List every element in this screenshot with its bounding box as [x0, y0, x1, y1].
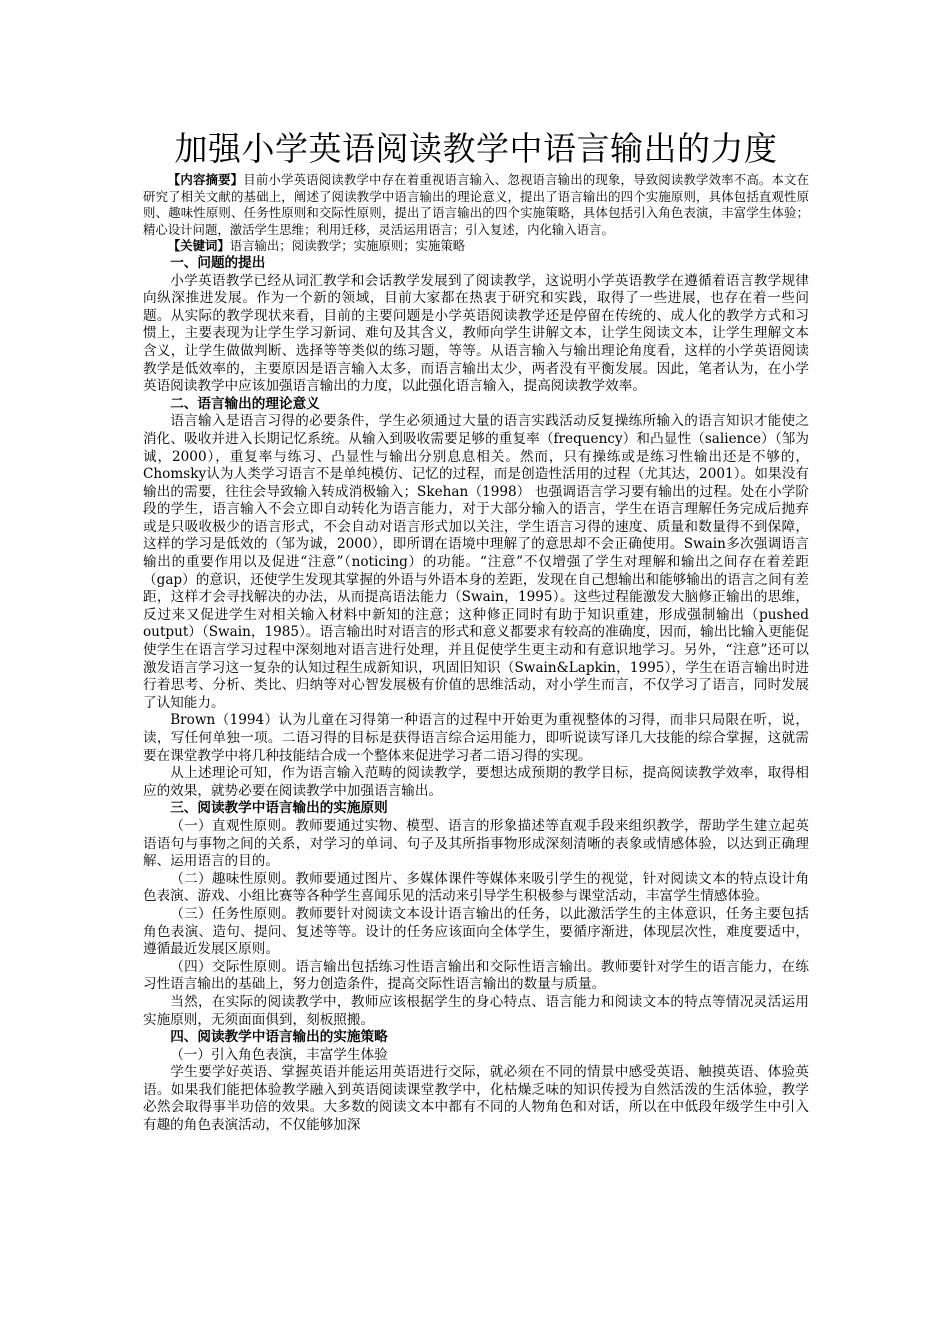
- abstract-block: [143, 172, 809, 255]
- section-4-paragraph-1: 学生要学好英语、掌握英语并能运用英语进行交际，就必须在不同的情景中感受英语、触摸英语、体验英语。如果我们能把体验教学融入到英语阅读课堂教学中，化枯燥乏味的知识传授为自然活泼的生活体验，教学必然会取得事半功倍的效果。大多数的阅读文本中都有不同的人物角色和对话，所以在中低段年级学生中引入有趣的角色表演活动，不仅能够加深: [143, 1064, 809, 1134]
- section-2-paragraph-1: 语言输入是语言习得的必要条件，学生必须通过大量的语言实践活动反复操练所输入的语言知识才能使之消化、吸收并进入长期记忆系统。从输入到吸收需要足够的重复率（frequency）和凸显性（salience）（邹为诚，2000），重复率与练习、凸显性与输出分别息息相关。然而，只有操练或是练习性输出还是不够的，Chomsky认为人类学习语言不是单纯模仿、记忆的过程，而是创造性活用的过程（尤其达，2001）。如果没有输出的需要，往往会导致输入转成消极输入；Skehan（1998） 也强调语言学习要有输出的过程。处在小学阶段的学生，语言输入不会立即自动转化为语言能力，对于大部分输入的语言，学生在语言理解任务完成后抛弃或是只吸收极少的语言形式，不会自动对语言形式加以关注，学生语言习得的速度、质量和数量得不到保障，这样的学习是低效的（邹为诚，2000），即所谓在语境中理解了的意思却不会正确使用。Swain多次强调语言输出的重要作用以及促进“注意”（noticing）的功能。“注意”不仅增强了学生对理解和输出之间存在着差距（gap）的意识，还使学生发现其掌握的外语与外语本身的差距，发现在自己想输出和能够输出的语言之间有差距，这样才会寻找解决的办法，从而提高语法能力（Swain，1995）。这些过程能激发大脑修正输出的思维，反过来又促进学生对相关输入材料中新知的注意；这种修正同时有助于知识重建，形成强制输出（pushed output）（Swain，1985）。语言输出时对语言的形式和意义都要求有较高的准确度，因而，输出比输入更能促使学生在语言学习过程中深刻地对语言进行处理，并且促使学生更主动和有意识地学习。另外，“注意”还可以激发语言学习这一复杂的认知过程生成新知识，巩固旧知识（Swain&Lapkin，1995），学生在语言输出时进行着思考、分析、类比、归纳等对心智发展极有价值的思维活动，对小学生而言，不仅学习了语言，同时发展了认知能力。: [143, 413, 809, 711]
- keywords-text: 语言输出；阅读教学；实施原则；实施策略: [229, 238, 466, 254]
- section-heading-4: 四、阅读教学中语言输出的实施策略: [170, 1029, 388, 1046]
- section-2-paragraph-2: Brown（1994）认为儿童在习得第一种语言的过程中开始更为重视整体的习得，而非只局限在听，说，读，写任何单独一项。二语习得的目标是获得语言综合运用能力，即听说读写译几大技能的综合掌握，这就需要在课堂教学中将几种技能结合成一个整体来促进学习者二语习得的实现。: [143, 712, 809, 764]
- section-3-paragraph-1: （一）直观性原则。教师要通过实物、模型、语言的形象描述等直观手段来组织教学，帮助学生建立起英语语句与事物之间的关系，对学习的单词、句子及其所指事物形成深刻清晰的表象或情感体验，以达到正确理解、运用语言的目的。: [143, 817, 809, 870]
- section-3-paragraph-5: 当然，在实际的阅读教学中，教师应该根据学生的身心特点、语言能力和阅读文本的特点等情况灵活运用实施原则，无须面面俱到，刻板照搬。: [143, 993, 809, 1028]
- section-heading-3: 三、阅读教学中语言输出的实施原则: [170, 800, 388, 817]
- section-3-paragraph-3: （三）任务性原则。教师要针对阅读文本设计语言输出的任务，以此激活学生的主体意识，任务主要包括角色表演、造句、提问、复述等等。设计的任务应该面向全体学生，要循序渐进，体现层次性，难度要适中，遵循最近发展区原则。: [143, 905, 809, 958]
- keywords-label: 【关键词】: [167, 238, 230, 254]
- section-1-paragraph-1: 小学英语教学已经从词汇教学和会话教学发展到了阅读教学，这说明小学英语教学在遵循着语言教学规律向纵深推进发展。作为一个新的领域，目前大家都在热衷于研究和实践，取得了一些进展，也存在着一些问题。从实际的教学现状来看，目前的主要问题是小学英语阅读教学还是停留在传统的、成人化的教学方式和习惯上，主要表现为让学生学习新词、难句及其含义，教师向学生讲解文本，让学生阅读文本，让学生理解文本含义，让学生做做判断、选择等等类似的练习题，等等。从语言输入与输出理论角度看，这样的小学英语阅读教学是低效率的，主要原因是语言输入太多，而语言输出太少，两者没有平衡发展。因此，笔者认为，在小学英语阅读教学中应该加强语言输出的力度，以此强化语言输入，提高阅读教学效率。: [143, 272, 809, 395]
- abstract-text: 目前小学英语阅读教学中存在着重视语言输入、忽视语言输出的现象，导致阅读教学效率不高。本文在研究了相关文献的基础上，阐述了阅读教学中语言输出的理论意义，提出了语言输出的四个实施原则，具体包括直观性原则、趣味性原则、任务性原则和交际性原则，提出了语言输出的四个实施策略，具体包括引入角色表演，丰富学生体验；精心设计问题，激活学生思维；利用迁移，灵活运用语言；引入复述，内化输入语言。: [143, 172, 810, 237]
- section-2-paragraph-3: 从上述理论可知，作为语言输入范畴的阅读教学，要想达成预期的教学目标，提高阅读教学效率，取得相应的效果，就势必要在阅读教学中加强语言输出。: [143, 765, 809, 799]
- section-4-subheading: （一）引入角色表演，丰富学生体验: [170, 1046, 388, 1063]
- document-body: [143, 255, 809, 1135]
- section-3-paragraph-4: （四）交际性原则。语言输出包括练习性语言输出和交际性语言输出。教师要针对学生的语言能力，在练习性语言输出的基础上，努力创造条件，提高交际性语言输出的数量与质量。: [143, 958, 809, 993]
- document-title: 加强小学英语阅读教学中语言输出的力度: [174, 129, 778, 168]
- section-3-paragraph-2: （二）趣味性原则。教师要通过图片、多媒体课件等媒体来吸引学生的视觉，针对阅读文本的特点设计角色表演、游戏、小组比赛等各种学生喜闻乐见的活动来引导学生积极参与课堂活动，丰富学生情感体验。: [143, 870, 809, 905]
- section-heading-2: 二、语言输出的理论意义: [170, 395, 320, 412]
- keywords-paragraph: [143, 238, 809, 255]
- section-heading-1: 一、问题的提出: [170, 254, 266, 271]
- abstract-paragraph: [143, 172, 809, 238]
- abstract-label: 【内容摘要】: [167, 172, 244, 187]
- document-content: [143, 128, 809, 1135]
